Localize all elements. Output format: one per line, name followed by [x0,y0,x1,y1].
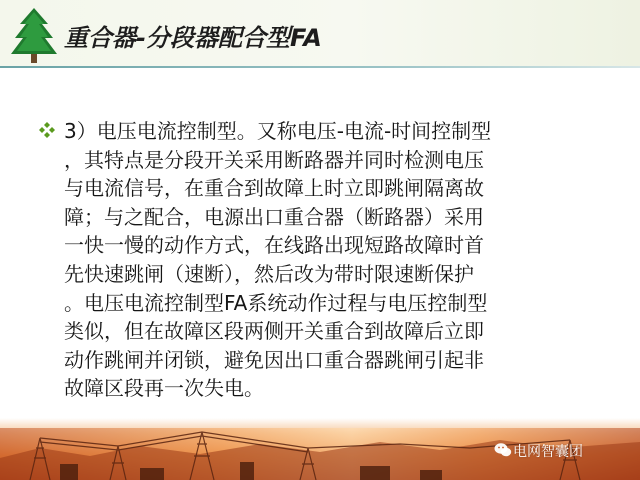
wechat-icon [494,442,512,458]
slide-header [0,0,640,66]
slide-title: 重合器-分段器配合型FA [64,24,322,52]
body-paragraph: 3）电压电流控制型。又称电压-电流-时间控制型 ，其特点是分段开关采用断路器并同时检测电压 与电流信号，在重合到故障上时立即跳闸隔离故 障；与之配合，电源出口重合器（断路器）采用 一快一慢的动作方式，在线路出现短路故障时首 先快速跳闸（速断），然后改为带时限速断保护 。电压电流控制型FA系统动作过程与电压控制型 类似，但在故障区段两侧开关重合到故障后立即 动作跳闸并闭锁，避免因出口重合器跳闸引起非 故障区段再一次失电。 [64,119,492,401]
four-diamond-bullet-icon [38,121,56,139]
header-divider [0,66,640,68]
watermark-label: 电网智囊团 [513,444,583,460]
pine-tree-logo-icon [8,6,60,64]
